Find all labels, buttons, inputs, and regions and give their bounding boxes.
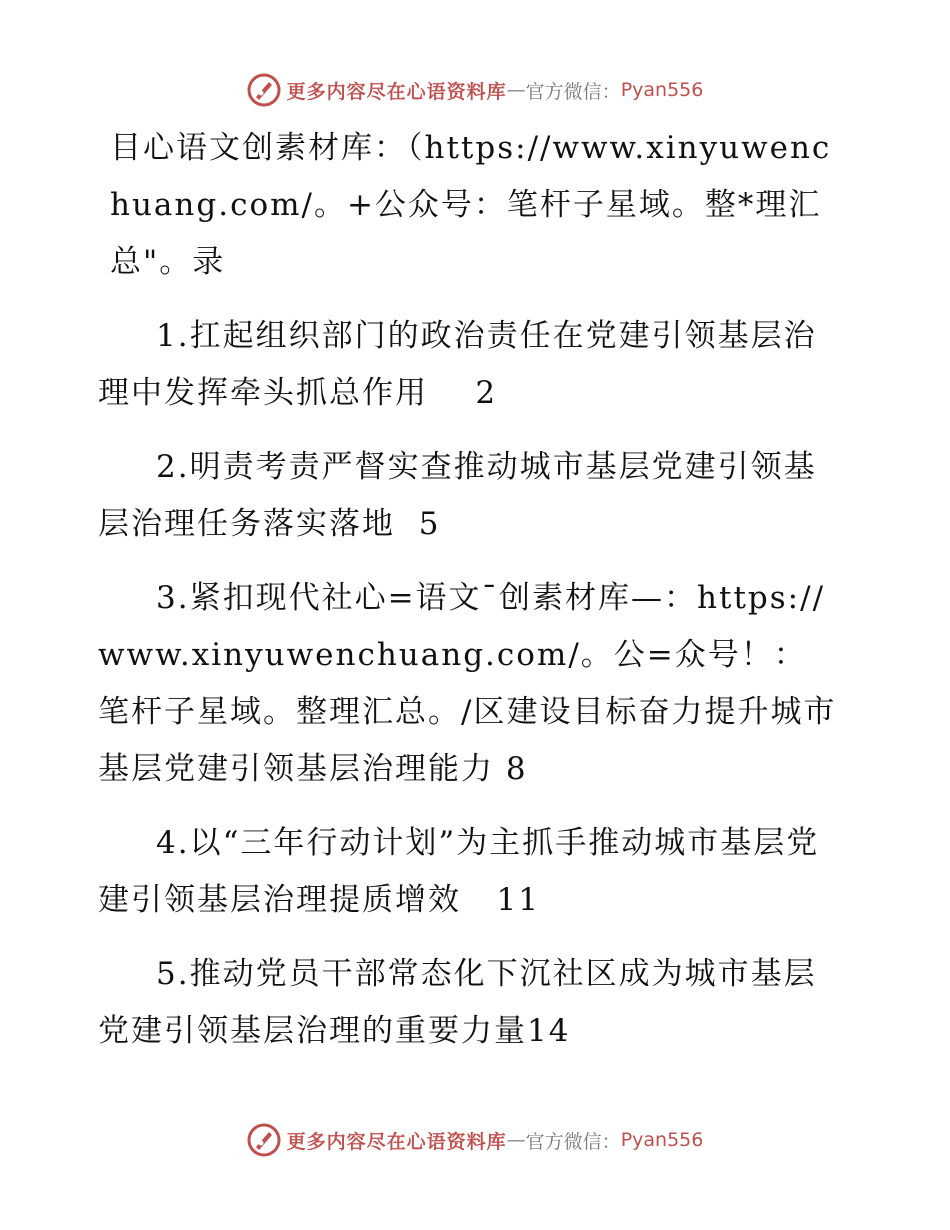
banner-wechat-id: Pyan556 [620, 1129, 704, 1151]
banner-title: 更多内容尽在心语资料库 [286, 80, 507, 103]
banner-separator: — [506, 79, 526, 101]
toc-item-4: 4.以“三年行动计划”为主抓手推动城市基层党建引领基层治理提质增效 11 [98, 825, 820, 918]
header-watermark-banner [0, 70, 950, 110]
banner-separator: — [506, 1129, 526, 1151]
toc-content [98, 120, 838, 1077]
banner-title: 更多内容尽在心语资料库 [286, 1130, 507, 1153]
toc-item-3: 3.紧扣现代社心=语文¯创素材库—：https://www.xinyuwenchuang.com/。公=众号！：笔杆子星域。整理汇总。/区建设目标奋力提升城市基层党建引领基层治理能力 8 [98, 580, 837, 787]
pen-logo-icon [247, 73, 281, 107]
footer-watermark-banner [0, 1120, 950, 1160]
intro-paragraph: 目心语文创素材库：（https://www.xinyuwenchuang.com/。+公众号：笔杆子星域。整*理汇总"。录 [110, 130, 832, 280]
banner-wechat-label: 官方微信： [525, 1130, 621, 1153]
banner-wechat-id: Pyan556 [620, 79, 704, 101]
banner-wechat-label: 官方微信： [525, 80, 621, 103]
toc-item-5: 5.推动党员干部常态化下沉社区成为城市基层党建引领基层治理的重要力量14 [98, 956, 817, 1049]
pen-logo-icon [247, 1123, 281, 1157]
toc-item-2: 2.明责考责严督实查推动城市基层党建引领基层治理任务落实落地 5 [98, 449, 817, 542]
toc-item-1: 1.扛起组织部门的政治责任在党建引领基层治理中发挥牵头抓总作用 2 [98, 318, 817, 411]
